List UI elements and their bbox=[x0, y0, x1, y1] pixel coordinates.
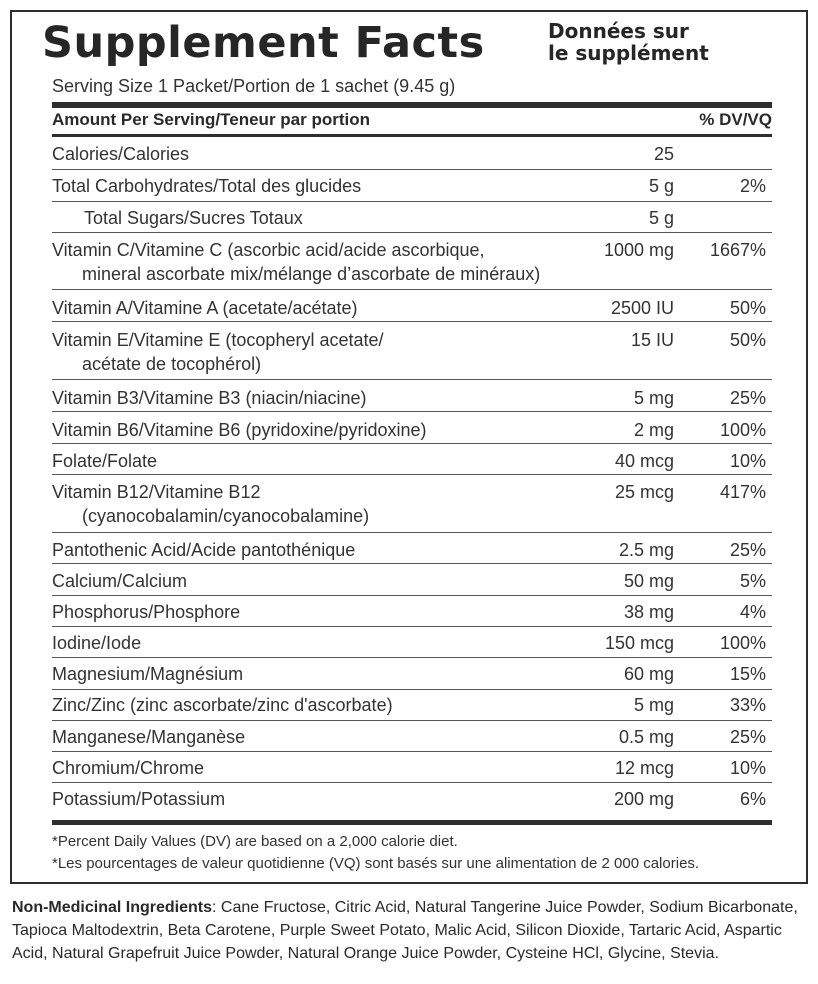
nutrient-amount: 2500 IU bbox=[610, 298, 674, 318]
nutrient-percent-dv: 25% bbox=[729, 388, 766, 408]
row-divider bbox=[52, 563, 772, 564]
nutrient-name-line2: acétate de tocophérol) bbox=[82, 354, 262, 374]
nutrient-name-line2: mineral ascorbate mix/mélange d’ascorbate de minéraux) bbox=[82, 264, 541, 284]
row-divider bbox=[52, 689, 772, 690]
nutrient-name: Magnesium/Magnésium bbox=[52, 664, 244, 684]
nutrient-name: Folate/Folate bbox=[52, 451, 158, 471]
nutrient-name: Vitamin C/Vitamine C (ascorbic acid/acide ascorbique, bbox=[52, 240, 485, 260]
row-divider bbox=[52, 201, 772, 202]
nutrient-name: Manganese/Manganèse bbox=[52, 727, 246, 747]
nutrient-percent-dv: 417% bbox=[719, 482, 766, 502]
nutrient-percent-dv: 5% bbox=[739, 571, 766, 591]
nutrient-amount: 38 mg bbox=[623, 602, 674, 622]
thick-rule-top bbox=[52, 102, 772, 108]
nutrient-percent-dv: 25% bbox=[729, 540, 766, 560]
nutrient-name: Vitamin B3/Vitamine B3 (niacin/niacine) bbox=[52, 388, 367, 408]
panel-title-fr bbox=[548, 20, 709, 64]
row-divider bbox=[52, 289, 772, 290]
nutrient-percent-dv: 50% bbox=[729, 298, 766, 318]
nutrient-percent-dv: 50% bbox=[729, 330, 766, 350]
nutrient-amount: 50 mg bbox=[623, 571, 674, 591]
nutrient-name: Pantothenic Acid/Acide pantothénique bbox=[52, 540, 356, 560]
nutrient-amount: 2 mg bbox=[633, 420, 674, 440]
nutrient-name: Phosphorus/Phosphore bbox=[52, 602, 241, 622]
nutrient-amount: 200 mg bbox=[613, 789, 674, 809]
nutrient-amount: 60 mg bbox=[623, 664, 674, 684]
header-amount-per-serving: Amount Per Serving/Teneur par portion bbox=[52, 110, 370, 129]
nutrient-name: Vitamin B12/Vitamine B12 bbox=[52, 482, 261, 502]
row-divider bbox=[52, 379, 772, 380]
header-percent-dv: % DV/VQ bbox=[699, 110, 772, 129]
nutrient-name: Chromium/Chrome bbox=[52, 758, 205, 778]
nutrient-percent-dv: 25% bbox=[729, 727, 766, 747]
nutrient-amount: 5 g bbox=[648, 208, 674, 228]
nutrient-amount: 1000 mg bbox=[603, 240, 674, 260]
serving-size: Serving Size 1 Packet/Portion de 1 sachet (9.45 g) bbox=[52, 76, 456, 96]
row-divider bbox=[52, 474, 772, 475]
nutrient-name: Vitamin A/Vitamine A (acetate/acétate) bbox=[52, 298, 358, 318]
nutrient-percent-dv: 15% bbox=[729, 664, 766, 684]
nutrient-name: Potassium/Potassium bbox=[52, 789, 226, 809]
panel-title-fr-line1: Données sur bbox=[548, 19, 689, 43]
nutrient-amount: 5 g bbox=[648, 176, 674, 196]
nutrient-amount: 40 mcg bbox=[614, 451, 674, 471]
row-divider bbox=[52, 782, 772, 783]
nutrient-name: Iodine/Iode bbox=[52, 633, 142, 653]
nutrient-name: Vitamin E/Vitamine E (tocopheryl acetate/ bbox=[52, 330, 384, 350]
nutrient-percent-dv: 6% bbox=[739, 789, 766, 809]
nutrient-amount: 25 bbox=[653, 144, 674, 164]
nutrient-percent-dv: 10% bbox=[729, 451, 766, 471]
nutrient-amount: 150 mcg bbox=[604, 633, 674, 653]
nutrient-name: Vitamin B6/Vitamine B6 (pyridoxine/pyridoxine) bbox=[52, 420, 427, 440]
nutrient-amount: 5 mg bbox=[633, 695, 674, 715]
nutrient-name-line2: (cyanocobalamin/cyanocobalamine) bbox=[82, 506, 370, 526]
row-divider bbox=[52, 411, 772, 412]
nutrient-amount: 12 mcg bbox=[614, 758, 674, 778]
nutrient-amount: 5 mg bbox=[633, 388, 674, 408]
nutrient-name: Total Carbohydrates/Total des glucides bbox=[52, 176, 362, 196]
row-divider bbox=[52, 720, 772, 721]
nutrient-percent-dv: 2% bbox=[739, 176, 766, 196]
nutrient-percent-dv: 1667% bbox=[709, 240, 766, 260]
footnote-en: *Percent Daily Values (DV) are based on a 2,000 calorie diet. bbox=[52, 833, 458, 850]
row-divider bbox=[52, 595, 772, 596]
nutrient-name: Zinc/Zinc (zinc ascorbate/zinc d'ascorbate) bbox=[52, 695, 393, 715]
ingredients-text: : Cane Fructose, Citric Acid, Natural Tangerine Juice Powder, Sodium Bicarbonate, Tapioca Maltodextrin, Beta Carotene, Purple Sweet Potato, Malic Acid, Silicon Dioxide, Tartaric Acid, Aspartic Acid, Natural Grapefruit Juice Powder, Natural Orange Juice Powder, Cysteine HCl, Glycine, Stevia. bbox=[12, 899, 798, 962]
nutrient-name: Total Sugars/Sucres Totaux bbox=[84, 208, 303, 228]
nutrient-percent-dv: 100% bbox=[719, 420, 766, 440]
ingredients-label: Non-Medicinal Ingredients bbox=[12, 899, 213, 916]
supplement-facts-panel bbox=[10, 10, 808, 884]
row-divider bbox=[52, 532, 772, 533]
panel-title-fr-line2: le supplément bbox=[548, 41, 709, 65]
nutrient-percent-dv: 33% bbox=[729, 695, 766, 715]
row-divider bbox=[52, 657, 772, 658]
panel-title: Supplement Facts bbox=[42, 18, 485, 68]
footnote-fr: *Les pourcentages de valeur quotidienne (VQ) sont basés sur une alimentation de 2 000 calories. bbox=[52, 855, 700, 872]
row-divider bbox=[52, 321, 772, 322]
nutrient-percent-dv: 10% bbox=[729, 758, 766, 778]
nutrient-amount: 25 mcg bbox=[614, 482, 674, 502]
nutrient-percent-dv: 100% bbox=[719, 633, 766, 653]
row-divider bbox=[52, 751, 772, 752]
nutrient-name: Calories/Calories bbox=[52, 144, 190, 164]
non-medicinal-ingredients bbox=[12, 896, 812, 965]
nutrient-percent-dv: 4% bbox=[739, 602, 766, 622]
nutrient-amount: 0.5 mg bbox=[618, 727, 674, 747]
nutrient-amount: 15 IU bbox=[630, 330, 674, 350]
row-divider bbox=[52, 169, 772, 170]
nutrient-amount: 2.5 mg bbox=[618, 540, 674, 560]
row-divider bbox=[52, 232, 772, 233]
thick-rule-bottom bbox=[52, 820, 772, 825]
nutrient-name: Calcium/Calcium bbox=[52, 571, 188, 591]
row-divider bbox=[52, 443, 772, 444]
row-divider bbox=[52, 626, 772, 627]
header-rule bbox=[52, 134, 772, 137]
